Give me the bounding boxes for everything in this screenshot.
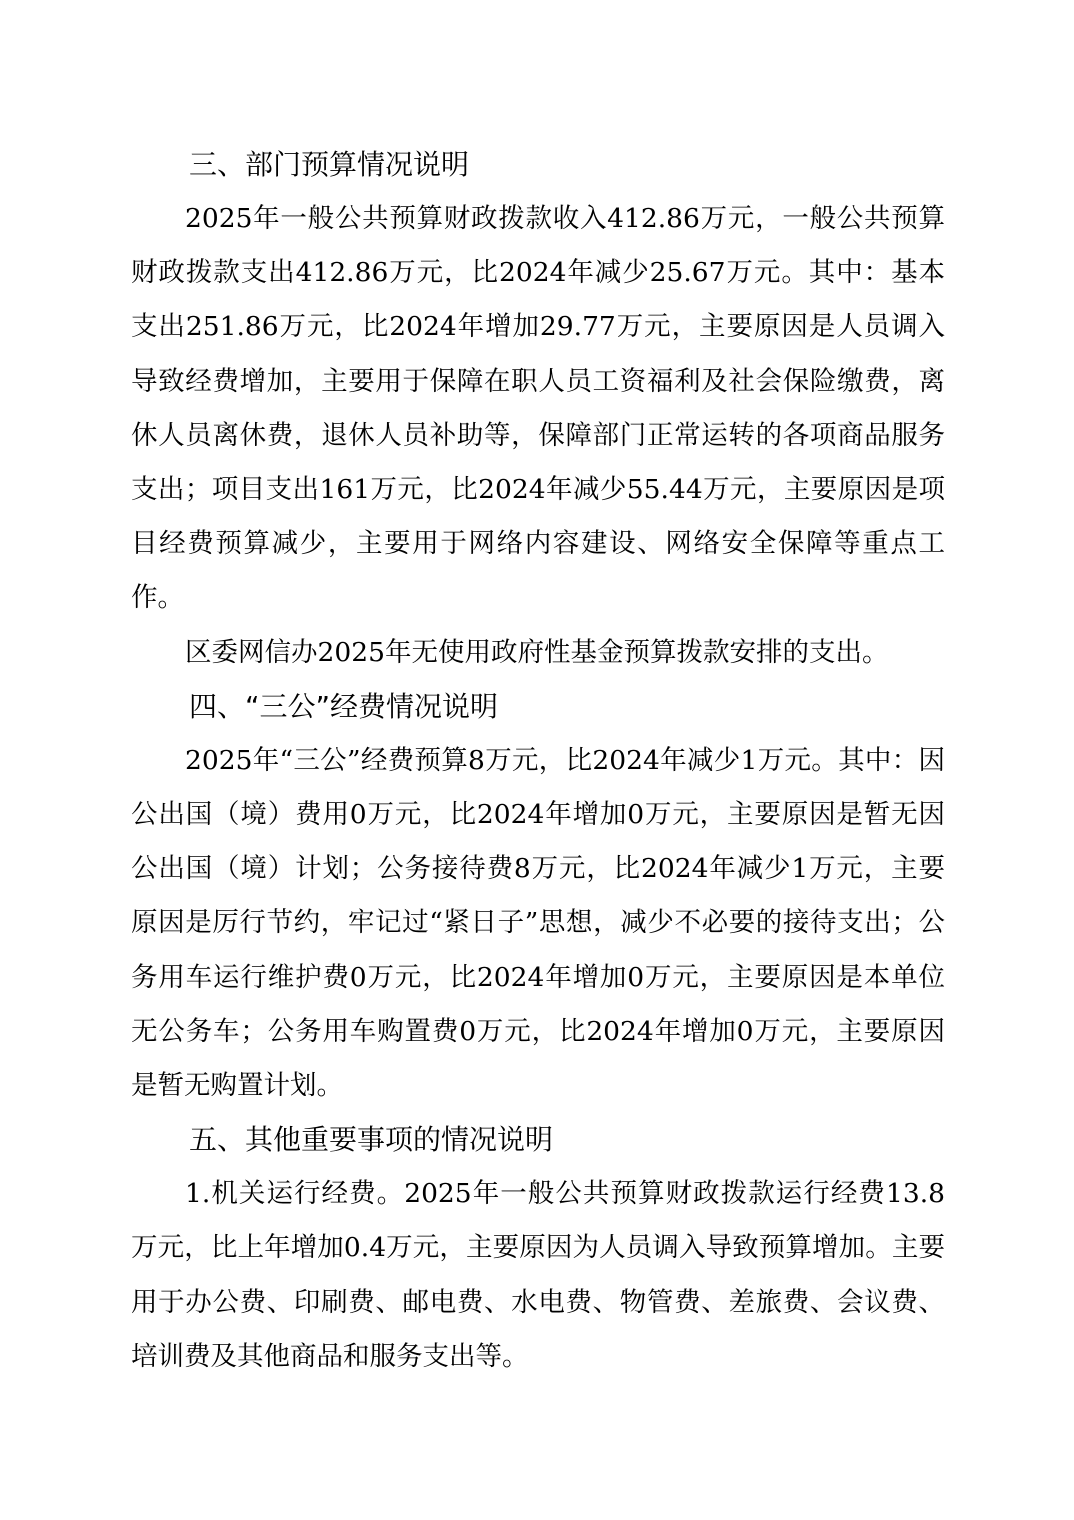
paragraph: 2025年一般公共预算财政拨款收入412.86万元，一般公共预算财政拨款支出412.86万元，比2024年减少25.67万元。其中：基本支出251.86万元，比2024年增加29.77万元，主要原因是人员调入导致经费增加，主要用于保障在职人员工资福利及社会保险缴费，离休人员离休费，退休人员补助等，保障部门正常运转的各项商品服务支出；项目支出161万元，比2024年减少55.44万元，主要原因是项目经费预算减少，主要用于网络内容建设、网络安全保障等重点工作。 xyxy=(131,203,945,614)
paragraph: 1.机关运行经费。2025年一般公共预算财政拨款运行经费13.8万元，比上年增加0.4万元，主要原因为人员调入导致预算增加。主要用于办公费、印刷费、邮电费、水电费、物管费、差旅费、会议费、培训费及其他商品和服务支出等。 xyxy=(131,1178,945,1372)
section-heading: 五、其他重要事项的情况说明 xyxy=(189,1123,554,1157)
section-three-public-expenses xyxy=(131,680,945,1113)
document-page xyxy=(131,138,945,1384)
section-department-budget xyxy=(131,138,945,680)
section-other-matters xyxy=(131,1113,945,1384)
paragraph: 2025年“三公”经费预算8万元，比2024年减少1万元。其中：因公出国（境）费用0万元，比2024年增加0万元，主要原因是暂无因公出国（境）计划；公务接待费8万元，比2024年减少1万元，主要原因是厉行节约，牢记过“紧日子”思想，减少不必要的接待支出；公务用车运行维护费0万元，比2024年增加0万元，主要原因是本单位无公务车；公务用车购置费0万元，比2024年增加0万元，主要原因是暂无购置计划。 xyxy=(131,744,945,1102)
section-heading: 四、“三公”经费情况说明 xyxy=(189,689,499,723)
section-heading: 三、部门预算情况说明 xyxy=(189,148,470,181)
paragraph: 区委网信办2025年无使用政府性基金预算拨款安排的支出。 xyxy=(185,636,889,668)
